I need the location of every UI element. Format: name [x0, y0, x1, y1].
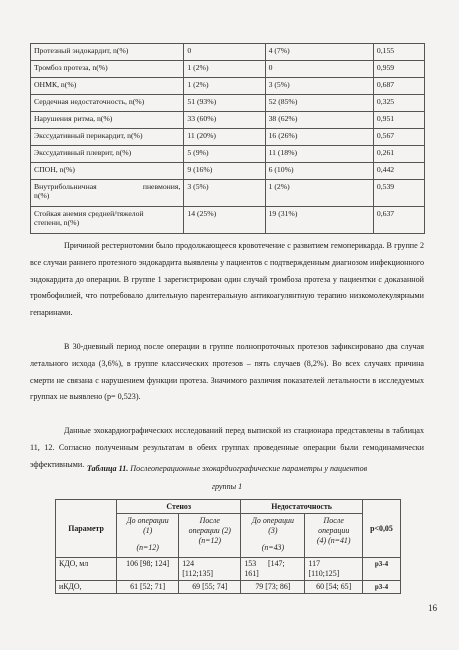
group1-cell: 11 (20%)	[184, 129, 265, 146]
subheader-text: (n=12)	[136, 543, 159, 552]
subheader-text: (3)	[268, 526, 278, 535]
p-value-cell: 0,687	[373, 78, 424, 95]
group2-cell: 1 (2%)	[265, 180, 373, 207]
p-value-cell: 0,325	[373, 95, 424, 112]
paragraph-text: В 30-дневный период после операции в группе полнопроточных протезов зафиксировано два случая летального исхода (3,6%), в группе классических протезов – пять случаев (8,2%). Во всех случаях причина смерти не связана с нарушением функции протеза. Значимого различия показателей летальности в исследуемых группах не выявлено (p= 0,523).	[30, 342, 424, 402]
row-label-part: пневмония,	[142, 182, 181, 191]
p-value-cell: 0,155	[373, 44, 424, 61]
row-label: СПОН, n(%)	[31, 163, 184, 180]
table-row	[31, 95, 425, 112]
table-row	[31, 61, 425, 78]
subheader-text: До операции	[251, 516, 294, 525]
value-cell: 106 [98; 124]	[117, 558, 179, 581]
table-caption-line2: группы 1	[211, 482, 243, 491]
group1-cell: 51 (93%)	[184, 95, 265, 112]
subheader-insufficiency-after	[305, 514, 362, 558]
table-row	[31, 78, 425, 95]
row-label: Тромбоз протеза, n(%)	[31, 61, 184, 78]
value-part: 161]	[244, 569, 259, 578]
row-label	[31, 207, 184, 234]
paragraph-text: Данные эхокардиографических исследований перед выпиской из стационара представлены в таблицах 11, 12. Согласно полученным результатам в обеих группах проведенные операции были гемодинамически эффективными.	[30, 426, 424, 469]
subheader-stenosis-after	[179, 514, 241, 558]
page-number: 16	[428, 603, 437, 613]
row-label	[31, 180, 184, 207]
subheader-stenosis-before	[117, 514, 179, 558]
value-part: [112;135]	[182, 569, 214, 578]
value-cell	[305, 558, 362, 581]
row-label-part: Внутрибольничная	[34, 182, 97, 191]
row-label: Сердечная недостаточность, n(%)	[31, 95, 184, 112]
p-value-cell: 0,442	[373, 163, 424, 180]
value-cell: 79 [73; 86]	[241, 581, 305, 594]
subheader-text: операции (2)	[188, 526, 231, 535]
group2-cell: 16 (26%)	[265, 129, 373, 146]
row-label-part: n(%)	[34, 191, 50, 200]
header-parameter: Параметр	[56, 500, 117, 558]
group2-cell: 52 (85%)	[265, 95, 373, 112]
group1-cell: 33 (60%)	[184, 112, 265, 129]
param-cell: КДО, мл	[56, 558, 117, 581]
table-row	[31, 146, 425, 163]
subheader-text: (1)	[143, 526, 153, 535]
value-cell	[241, 558, 305, 581]
subheader-insufficiency-before	[241, 514, 305, 558]
group2-cell: 38 (62%)	[265, 112, 373, 129]
table-row	[31, 180, 425, 207]
header-stenosis: Стеноз	[117, 500, 241, 514]
p-value-cell: 0,539	[373, 180, 424, 207]
subheader-text: После	[199, 516, 220, 525]
value-cell: 61 [52; 71]	[117, 581, 179, 594]
table-row	[31, 207, 425, 234]
group1-cell: 3 (5%)	[184, 180, 265, 207]
group1-cell: 9 (16%)	[184, 163, 265, 180]
subheader-text: операции	[318, 526, 350, 535]
caption-label: Таблица 11.	[86, 464, 129, 473]
row-label: ОНМК, n(%)	[31, 78, 184, 95]
p-value-cell: p3-4	[362, 558, 400, 581]
group1-cell: 1 (2%)	[184, 78, 265, 95]
header-p-value: p<0,05	[362, 500, 400, 558]
group1-cell: 1 (2%)	[184, 61, 265, 78]
value-part: [110;125]	[308, 569, 340, 578]
p-value-cell: 0,637	[373, 207, 424, 234]
group2-cell: 6 (10%)	[265, 163, 373, 180]
group1-cell: 14 (25%)	[184, 207, 265, 234]
group1-cell: 5 (9%)	[184, 146, 265, 163]
value-cell	[179, 558, 241, 581]
row-label: Протезный эндокардит, n(%)	[31, 44, 184, 61]
row-label: Нарушения ритма, n(%)	[31, 112, 184, 129]
echo-parameters-table	[55, 499, 401, 594]
p-value-cell: 0,959	[373, 61, 424, 78]
value-part: 117	[308, 559, 321, 568]
paragraph-resternotomy	[30, 238, 424, 322]
subheader-text: После	[323, 516, 344, 525]
p-value-cell: 0,261	[373, 146, 424, 163]
caption-text: Послеоперационные эхокардиографические параметры у пациентов	[128, 464, 368, 473]
group2-cell: 0	[265, 61, 373, 78]
param-cell: иКДО,	[56, 581, 117, 594]
header-insufficiency: Недостаточность	[241, 500, 363, 514]
table-caption	[30, 464, 424, 473]
paragraph-mortality	[30, 339, 424, 406]
subheader-text: До операции	[126, 516, 169, 525]
table-row	[31, 112, 425, 129]
p-value-cell: 0,567	[373, 129, 424, 146]
row-label: Экссудативный перикардит, n(%)	[31, 129, 184, 146]
group2-cell: 11 (18%)	[265, 146, 373, 163]
row-label-part: степени, n(%)	[34, 218, 80, 227]
p-value-cell: p3-4	[362, 581, 400, 594]
subheader-text: (n=43)	[261, 543, 285, 552]
group2-cell: 3 (5%)	[265, 78, 373, 95]
table-row	[31, 129, 425, 146]
table-row	[56, 581, 401, 594]
complications-table	[30, 43, 425, 234]
table-row	[31, 163, 425, 180]
row-label-part: Стойкая анемия средней/тяжелой	[34, 209, 144, 218]
subheader-text: (n=12)	[198, 536, 221, 545]
p-value-cell: 0,951	[373, 112, 424, 129]
group2-cell: 19 (31%)	[265, 207, 373, 234]
table-row	[56, 558, 401, 581]
subheader-text: (4) (n=41)	[316, 536, 351, 545]
value-part: 153 [147;	[244, 559, 285, 568]
paragraph-text: Причиной рестернотомии было продолжающееся кровотечение с развитием гемоперикарда. В группе 2 все случаи раннего протезного эндокардита выявлены у пациентов с подтвержденным диагнозом инфекционного эндокардита до операции. В группе 1 зарегистрирован один случай тромбоза протеза у пациентки с доказанной тромбофилией, что потребовало длительную парентеральную антикоагулянтную терапию низкомолекулярными гепаринами.	[30, 241, 424, 318]
group2-cell: 4 (7%)	[265, 44, 373, 61]
value-cell: 60 [54; 65]	[305, 581, 362, 594]
group1-cell: 0	[184, 44, 265, 61]
value-part: 124	[182, 559, 195, 568]
row-label: Экссудативный плеврит, n(%)	[31, 146, 184, 163]
table-row	[31, 44, 425, 61]
value-cell: 69 [55; 74]	[179, 581, 241, 594]
